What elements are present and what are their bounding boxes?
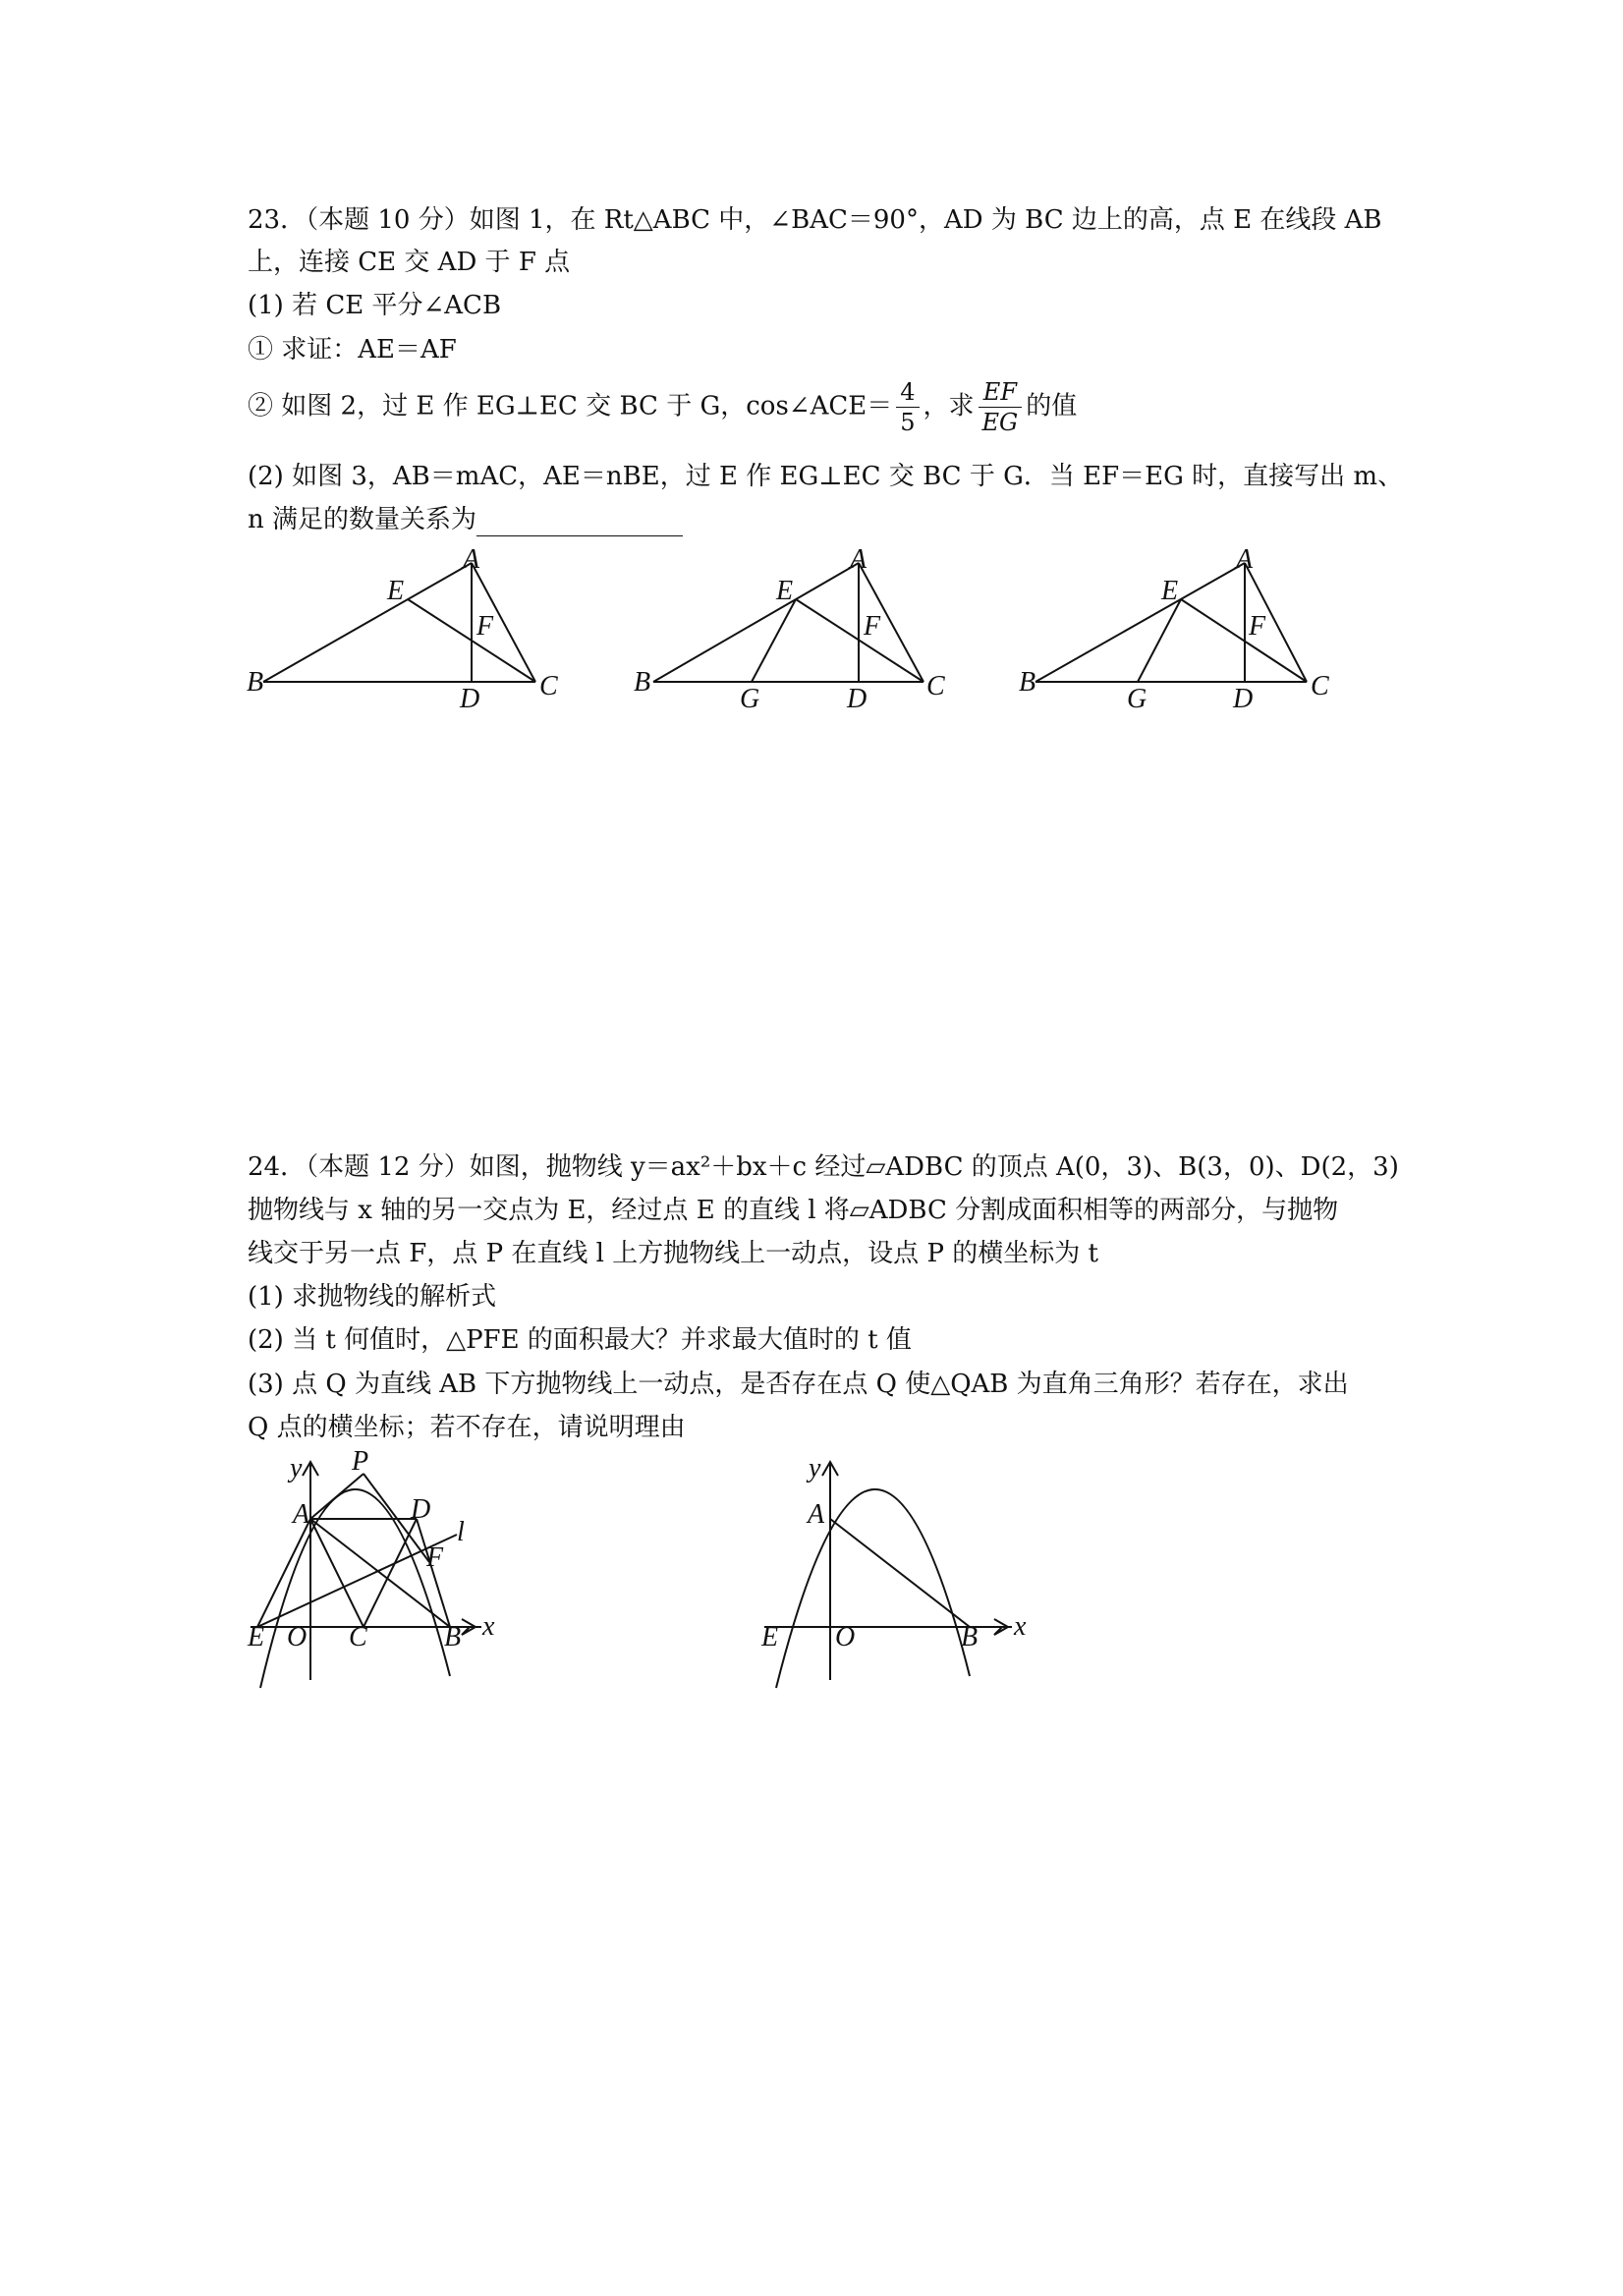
fig2-label-g: G	[740, 684, 760, 714]
fig1-label-a: A	[463, 544, 480, 575]
q24-line-7: Q 点的横坐标；若不存在，请说明理由	[248, 1413, 686, 1442]
fig2-label-d: D	[847, 684, 867, 714]
q24-line-1: 24．（本题 12 分）如图，抛物线 y＝ax²＋bx＋c 经过▱ADBC 的顶点 A(0，3)、B(3，0)、D(2，3)	[248, 1152, 1399, 1182]
fig3-label-e: E	[1161, 576, 1179, 606]
fig1-label-e: E	[387, 576, 405, 606]
q23-line-2: 上，连接 CE 交 AD 于 F 点	[248, 248, 571, 277]
fig1-label-d: D	[460, 684, 480, 714]
q24-line-3: 线交于另一点 F，点 P 在直线 l 上方抛物线上一动点，设点 P 的横坐标为 t	[248, 1239, 1098, 1268]
fig4-label-y: y	[290, 1453, 303, 1484]
fig4-label-c: C	[349, 1622, 367, 1652]
fig2-label-e: E	[776, 576, 794, 606]
fig4-label-b: B	[444, 1622, 462, 1652]
fraction-denominator: EG	[981, 409, 1019, 436]
fig2-label-c: C	[926, 671, 945, 701]
fig4-label-l: l	[457, 1517, 465, 1547]
fraction-numerator: 4	[896, 377, 919, 408]
q24-line-5: (2) 当 t 何值时，△PFE 的面积最大？并求最大值时的 t 值	[248, 1325, 912, 1355]
q23-line-3: (1) 若 CE 平分∠ACB	[248, 291, 502, 320]
fig5-label-o: O	[835, 1622, 856, 1652]
fig4-label-d: D	[411, 1494, 431, 1525]
fig4-label-p: P	[352, 1446, 369, 1477]
fig4-label-o: O	[287, 1622, 308, 1652]
fig1-label-c: C	[539, 671, 558, 701]
fig5-label-x: x	[1014, 1611, 1027, 1642]
q24-line-6: (3) 点 Q 为直线 AB 下方抛物线上一动点，是否存在点 Q 使△QAB 为直角三角形？若存在，求出	[248, 1370, 1349, 1399]
q23-line-5-pre: ② 如图 2，过 E 作 EG⊥EC 交 BC 于 G，cos∠ACE＝	[248, 391, 893, 421]
fig5-parabola-curve	[776, 1489, 970, 1688]
fraction-numerator: EF	[979, 377, 1023, 408]
fig2-label-a: A	[850, 544, 867, 575]
fig3-label-g: G	[1127, 684, 1147, 714]
q23-line-4: ① 求证：AE＝AF	[248, 335, 457, 364]
fig3-label-c: C	[1311, 671, 1329, 701]
fig5-label-b: B	[961, 1622, 979, 1652]
fig3-label-a: A	[1236, 544, 1254, 575]
fig4-label-f: F	[426, 1542, 444, 1573]
fig2-label-b: B	[634, 667, 651, 698]
fig4-label-a: A	[293, 1499, 310, 1530]
q23-line-7-text: n 满足的数量关系为	[248, 505, 477, 534]
fig5-label-a: A	[808, 1499, 825, 1530]
q23-line-5-mid: ，求	[923, 391, 975, 421]
fig4-label-e: E	[248, 1622, 265, 1652]
fig5-label-y: y	[809, 1453, 821, 1484]
fig5-label-e: E	[761, 1622, 779, 1652]
q24-line-4: (1) 求抛物线的解析式	[248, 1282, 497, 1312]
fig1-label-f: F	[476, 611, 494, 642]
q24-line-2: 抛物线与 x 轴的另一交点为 E，经过点 E 的直线 l 将▱ADBC 分割成面积相等的两部分，与抛物	[248, 1196, 1339, 1225]
fig4-label-x: x	[482, 1611, 495, 1642]
fraction-denominator: 5	[900, 409, 916, 436]
q23-line-5-post: 的值	[1026, 391, 1078, 421]
fig3-label-d: D	[1233, 684, 1254, 714]
fig5-segment-ab	[830, 1519, 970, 1627]
fig1-label-b: B	[247, 667, 264, 698]
q23-line-6: (2) 如图 3，AB＝mAC，AE＝nBE，过 E 作 EG⊥EC 交 BC 于 G．当 EF＝EG 时，直接写出 m、	[248, 462, 1404, 491]
fig3-label-f: F	[1249, 611, 1266, 642]
fig3-label-b: B	[1019, 667, 1036, 698]
q23-line-1: 23．（本题 10 分）如图 1，在 Rt△ABC 中，∠BAC＝90°，AD 为 BC 边上的高，点 E 在线段 AB	[248, 205, 1382, 235]
fig2-label-f: F	[864, 611, 881, 642]
